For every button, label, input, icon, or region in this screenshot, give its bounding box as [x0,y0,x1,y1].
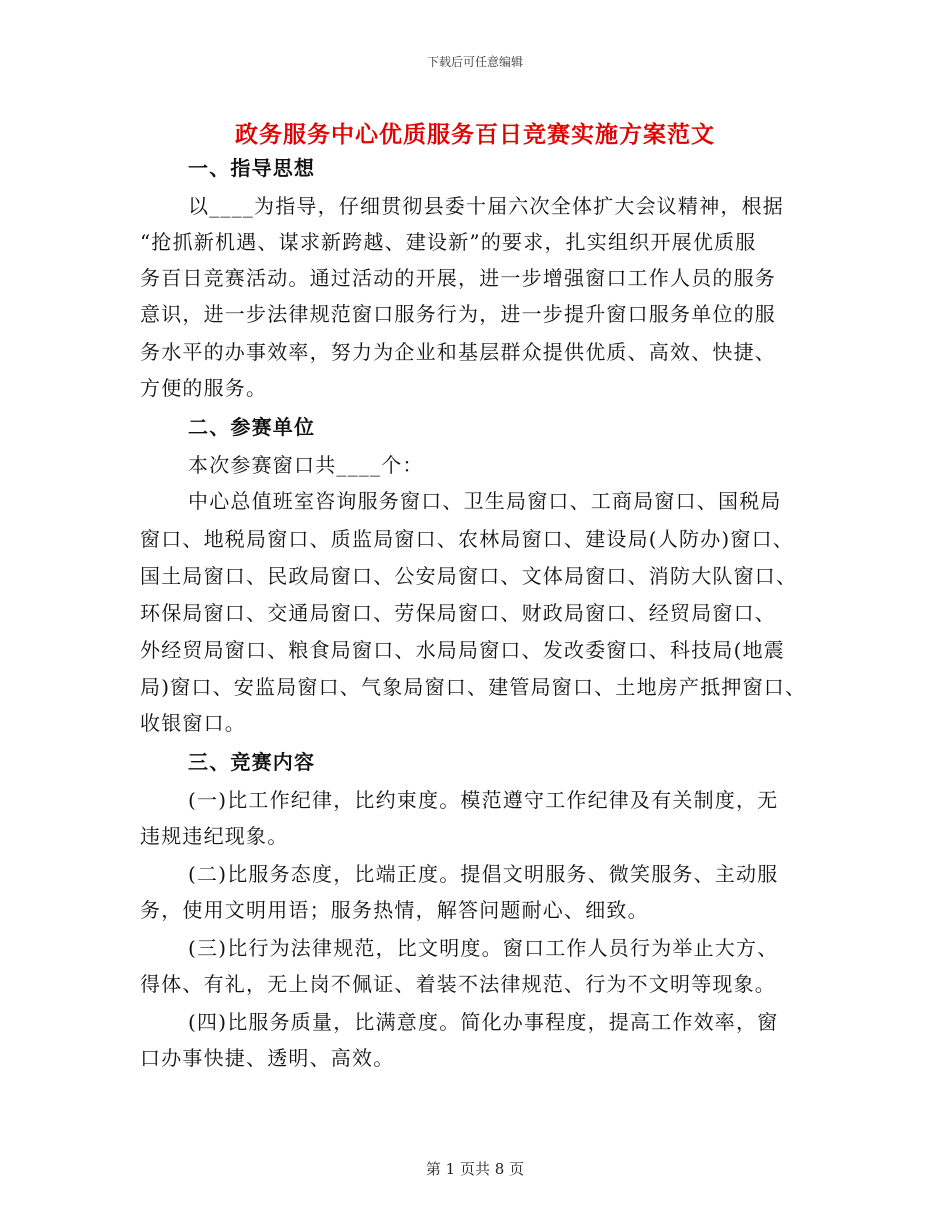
paragraph-line: 本次参赛窗口共____个： [188,453,424,477]
paragraph-line: 收银窗口。 [140,711,246,735]
paragraph-line: 意识，进一步法律规范窗口服务行为，进一步提升窗口服务单位的服 [140,302,776,326]
paragraph-line: 外经贸局窗口、粮食局窗口、水局局窗口、发改委窗口、科技局(地震 [140,638,786,662]
paragraph-line: 国土局窗口、民政局窗口、公安局窗口、文体局窗口、消防大队窗口、 [140,564,798,588]
header-note: 下载后可任意编辑 [426,55,523,69]
paragraph-line: (四)比服务质量，比满意度。简化办事程度，提高工作效率，窗 [188,1010,779,1034]
paragraph-line: 以____为指导，仔细贯彻县委十届六次全体扩大会议精神，根据 [188,194,784,218]
paragraph-line: 中心总值班室咨询服务窗口、卫生局窗口、工商局窗口、国税局 [188,489,782,513]
section-heading-contents: 三、竞赛内容 [188,750,316,774]
paragraph-line: “抢抓新机遇、谋求新跨越、建设新”的要求，扎实组织开展优质服 [140,230,757,254]
document-title: 政务服务中心优质服务百日竞赛实施方案范文 [235,122,715,148]
paragraph-line: 局)窗口、安监局窗口、气象局窗口、建管局窗口、土地房产抵押窗口、 [140,675,807,699]
section-heading-guiding-thought: 一、指导思想 [188,156,316,180]
paragraph-line: 务百日竞赛活动。通过活动的开展，进一步增强窗口工作人员的服务 [140,266,776,290]
page-footer: 第 1 页共 8 页 [425,1160,525,1178]
paragraph-line: 违规违纪现象。 [140,824,289,848]
paragraph-line: 口办事快捷、透明、高效。 [140,1046,395,1070]
paragraph-line: 得体、有礼，无上岗不佩证、着装不法律规范、行为不文明等现象。 [140,972,776,996]
paragraph-line: (二)比服务态度，比端正度。提倡文明服务、微笑服务、主动服 [188,862,779,886]
paragraph-line: (三)比行为法律规范，比文明度。窗口工作人员行为举止大方、 [188,936,779,960]
paragraph-line: 务水平的办事效率，努力为企业和基层群众提供优质、高效、快捷、 [140,340,776,364]
section-heading-participants: 二、参赛单位 [188,415,316,439]
paragraph-line: 环保局窗口、交通局窗口、劳保局窗口、财政局窗口、经贸局窗口、 [140,601,776,625]
paragraph-line: 方便的服务。 [140,376,268,400]
paragraph-line: 窗口、地税局窗口、质监局窗口、农林局窗口、建设局(人防办)窗口、 [140,527,795,551]
paragraph-line: 务，使用文明用语；服务热情，解答问题耐心、细致。 [140,898,649,922]
paragraph-line: (一)比工作纪律，比约束度。模范遵守工作纪律及有关制度，无 [188,788,779,812]
